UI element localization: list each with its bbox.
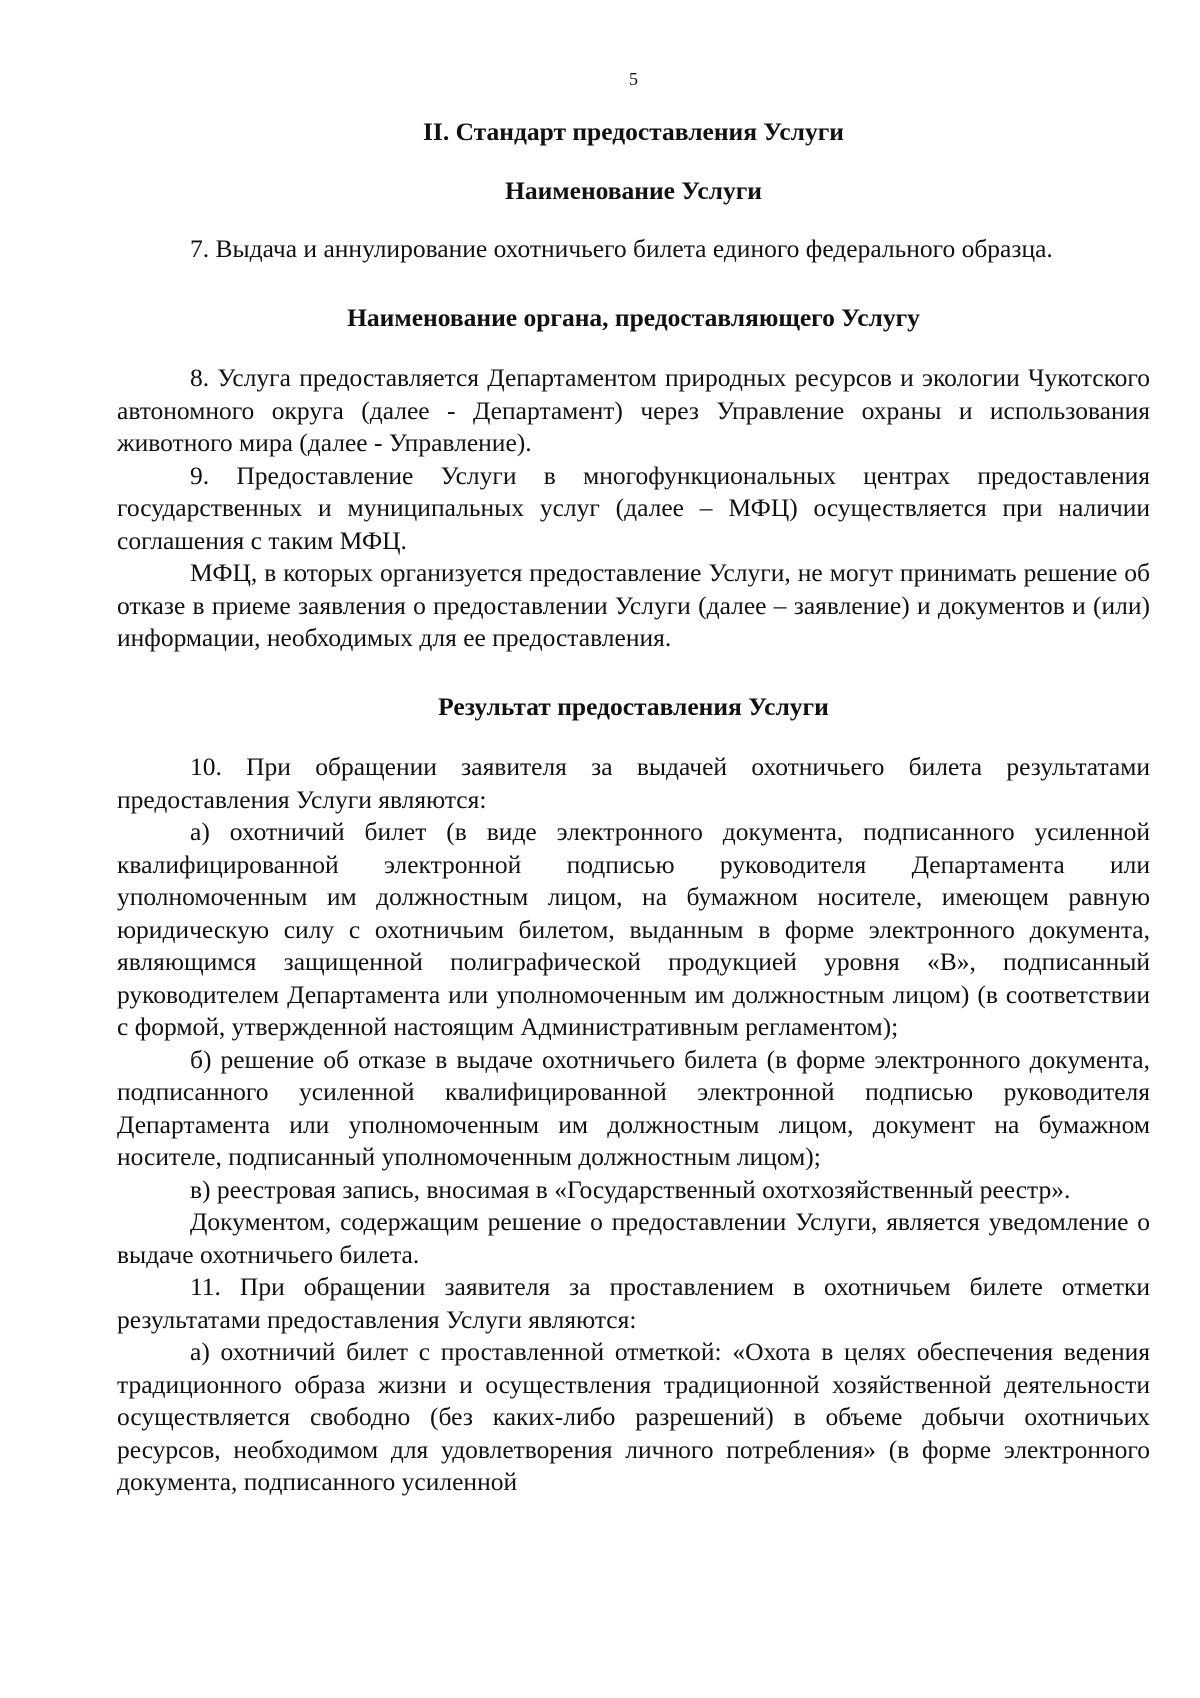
paragraph-11-a: а) охотничий билет с проставленной отметкой: «Охота в целях обеспечения ведения традиционного образа жизни и осуществления традиционной хозяйственной деятельности осуществляется свободно (без каких-либо разрешений) в объеме добычи охотничьих ресурсов, необходимом для удовлетворения личного потребления» (в форме электронного документа, подписанного усиленной [117, 1337, 1150, 1496]
paragraph-10-decision: Документом, содержащим решение о предоставлении Услуги, является уведомление о выдаче охотничьего билета. [117, 1207, 1150, 1269]
paragraph-10: 10. При обращении заявителя за выдачей охотничьего билета результатами предоставления Услуги являются: [117, 752, 1150, 814]
paragraph-11: 11. При обращении заявителя за проставлением в охотничьем билете отметки результатами предоставления Услуги являются: [117, 1272, 1150, 1334]
paragraph-8: 8. Услуга предоставляется Департаментом природных ресурсов и экологии Чукотского автономного округа (далее - Департамент) через Управление охраны и использования животного мира (далее - Управление). [117, 363, 1150, 457]
page-number: 5 [629, 69, 638, 89]
paragraph-10-a: а) охотничий билет (в виде электронного документа, подписанного усиленной квалифицированной электронной подписью руководителя Департамента или уполномоченным им должностным лицом, на бумажном носителе, имеющем равную юридическую силу с охотничьим билетом, выданным в форме электронного документа, являющимся защищенной полиграфической продукцией уровня «В», подписанный руководителем Департамента или уполномоченным им должностным лицом) (в соответствии с формой, утвержденной настоящим Административным регламентом); [117, 817, 1150, 1041]
section-heading: II. Стандарт предоставления Услуги [423, 117, 844, 146]
subheading-service-result: Результат предоставления Услуги [438, 691, 829, 721]
paragraph-7: 7. Выдача и аннулирование охотничьего билета единого федерального образца. [190, 234, 1053, 263]
paragraph-10-b: б) решение об отказе в выдаче охотничьего билета (в форме электронного документа, подписанного усиленной квалифицированной электронной подписью руководителя Департамента или уполномоченным им должностным лицом, документ на бумажном носителе, подписанный уполномоченным должностным лицом); [117, 1044, 1150, 1171]
paragraph-9: 9. Предоставление Услуги в многофункциональных центрах предоставления государственных и муниципальных услуг (далее – МФЦ) осуществляется при наличии соглашения с таким МФЦ. [117, 460, 1150, 555]
paragraph-10-c: в) реестровая запись, вносимая в «Государственный охотхозяйственный реестр». [190, 1174, 1071, 1204]
subheading-service-name: Наименование Услуги [505, 175, 762, 205]
subheading-providing-body: Наименование органа, предоставляющего Услугу [347, 302, 920, 332]
paragraph-9-continued: МФЦ, в которых организуется предоставление Услуги, не могут принимать решение об отказе в приеме заявления о предоставлении Услуги (далее – заявление) и документов и (или) информации, необходимых для ее предоставления. [117, 558, 1150, 652]
